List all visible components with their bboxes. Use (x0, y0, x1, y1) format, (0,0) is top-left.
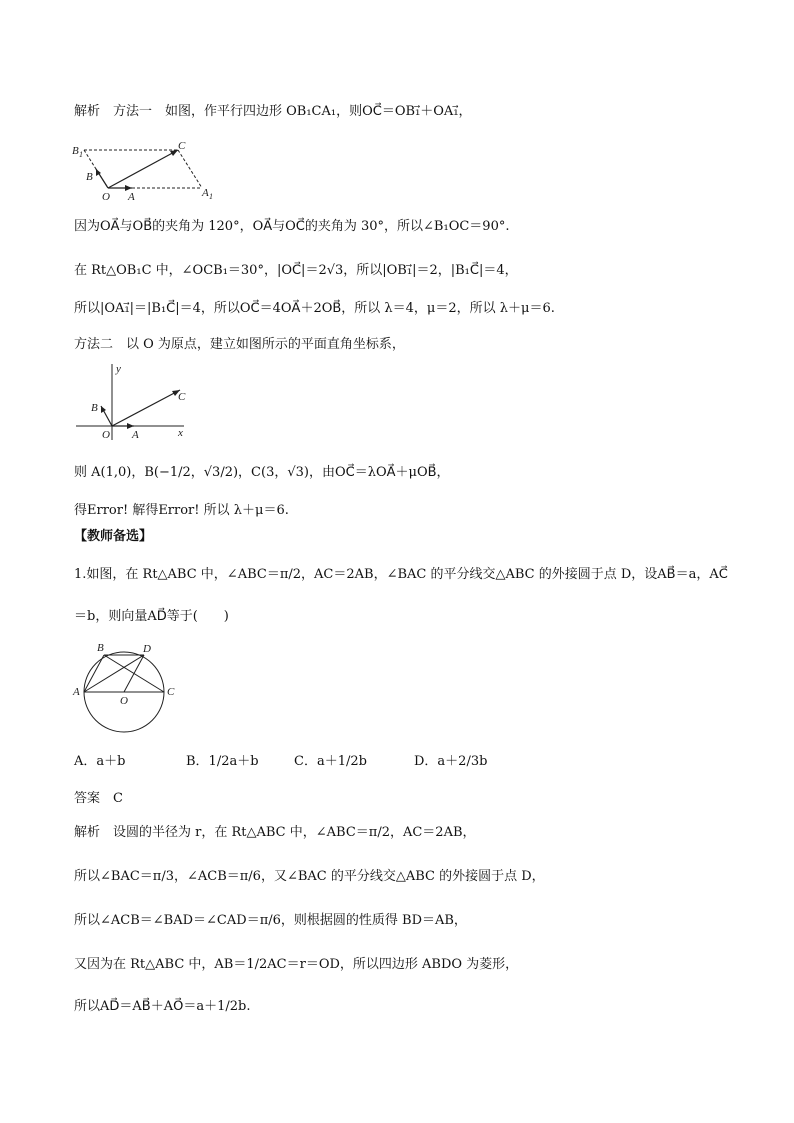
svg-text:1: 1 (79, 150, 83, 159)
option-d: D．a＋2/3b (414, 754, 488, 769)
label-y: y (116, 363, 121, 375)
solution-line-1: 解析 设圆的半径为 r，在 Rt△ABC 中，∠ABC＝π/2，AC＝2AB， (74, 825, 476, 840)
coordinate-figure (72, 358, 202, 444)
label-x: x (178, 427, 183, 439)
label-A: A (73, 686, 80, 698)
label-A: A (132, 429, 139, 441)
option-c: C．a＋1/2b (294, 754, 367, 769)
text-line-2: 因为OA⃗与OB⃗的夹角为 120°，OA⃗与OC⃗的夹角为 30°，所以∠B₁OC＝90°. (74, 219, 510, 234)
label-C: C (178, 391, 186, 403)
option-a: A．a＋b (74, 754, 126, 769)
label-C: C (167, 686, 175, 698)
answer-line: 答案 C (74, 791, 123, 806)
label-O: O (120, 695, 128, 707)
question-line-2: ＝b，则向量AD⃗等于( ) (74, 609, 229, 624)
text-line-6: 则 A(1,0)，B(−1/2，√3/2)，C(3，√3)，由OC⃗＝λOA⃗＋μOB⃗， (74, 465, 450, 480)
label-C: C (178, 140, 186, 152)
label-B1: B (72, 145, 79, 157)
solution-line-4: 又因为在 Rt△ABC 中，AB＝1/2AC＝r＝OD，所以四边形 ABDO 为菱形， (74, 957, 519, 972)
label-D: D (143, 643, 151, 655)
option-b: B．1/2a＋b (186, 754, 259, 769)
text-line-5: 方法二 以 O 为原点，建立如图所示的平面直角坐标系， (74, 337, 405, 352)
solution-line-3: 所以∠ACB＝∠BAD＝∠CAD＝π/6，则根据圆的性质得 BD＝AB， (74, 913, 467, 928)
parallelogram-figure (70, 138, 230, 204)
label-O: O (102, 191, 110, 203)
solution-line-5: 所以AD⃗＝AB⃗＋AO⃗＝a＋1/2b. (74, 999, 251, 1014)
label-B: B (91, 402, 98, 414)
solution-line-2: 所以∠BAC＝π/3，∠ACB＝π/6，又∠BAC 的平分线交△ABC 的外接圆于点 D， (74, 869, 545, 884)
label-A1: A (202, 187, 209, 199)
question-line-1: 1.如图，在 Rt△ABC 中，∠ABC＝π/2，AC＝2AB，∠BAC 的平分线交△ABC 的外接圆于点 D，设AB⃗＝a，AC⃗ (74, 567, 728, 582)
label-B: B (97, 642, 104, 654)
label-O: O (102, 429, 110, 441)
text-line-1: 解析 方法一 如图，作平行四边形 OB₁CA₁，则OC⃗＝OB₁⃗＋OA₁⃗， (74, 104, 472, 119)
section-heading: 【教师备选】 (74, 529, 153, 544)
text-line-4: 所以|OA₁⃗|＝|B₁C⃗|＝4，所以OC⃗＝4OA⃗＋2OB⃗，所以 λ＝4，μ＝2，所以 λ＋μ＝6. (74, 301, 555, 316)
svg-text:1: 1 (209, 192, 213, 201)
circle-figure (70, 640, 190, 734)
label-B: B (86, 171, 93, 183)
text-line-3: 在 Rt△OB₁C 中，∠OCB₁＝30°，|OC⃗|＝2√3，所以|OB₁⃗|＝2，|B₁C⃗|＝4， (74, 263, 518, 278)
text-line-7: 得Error! 解得Error! 所以 λ＋μ＝6. (74, 503, 289, 518)
label-A: A (128, 191, 135, 203)
